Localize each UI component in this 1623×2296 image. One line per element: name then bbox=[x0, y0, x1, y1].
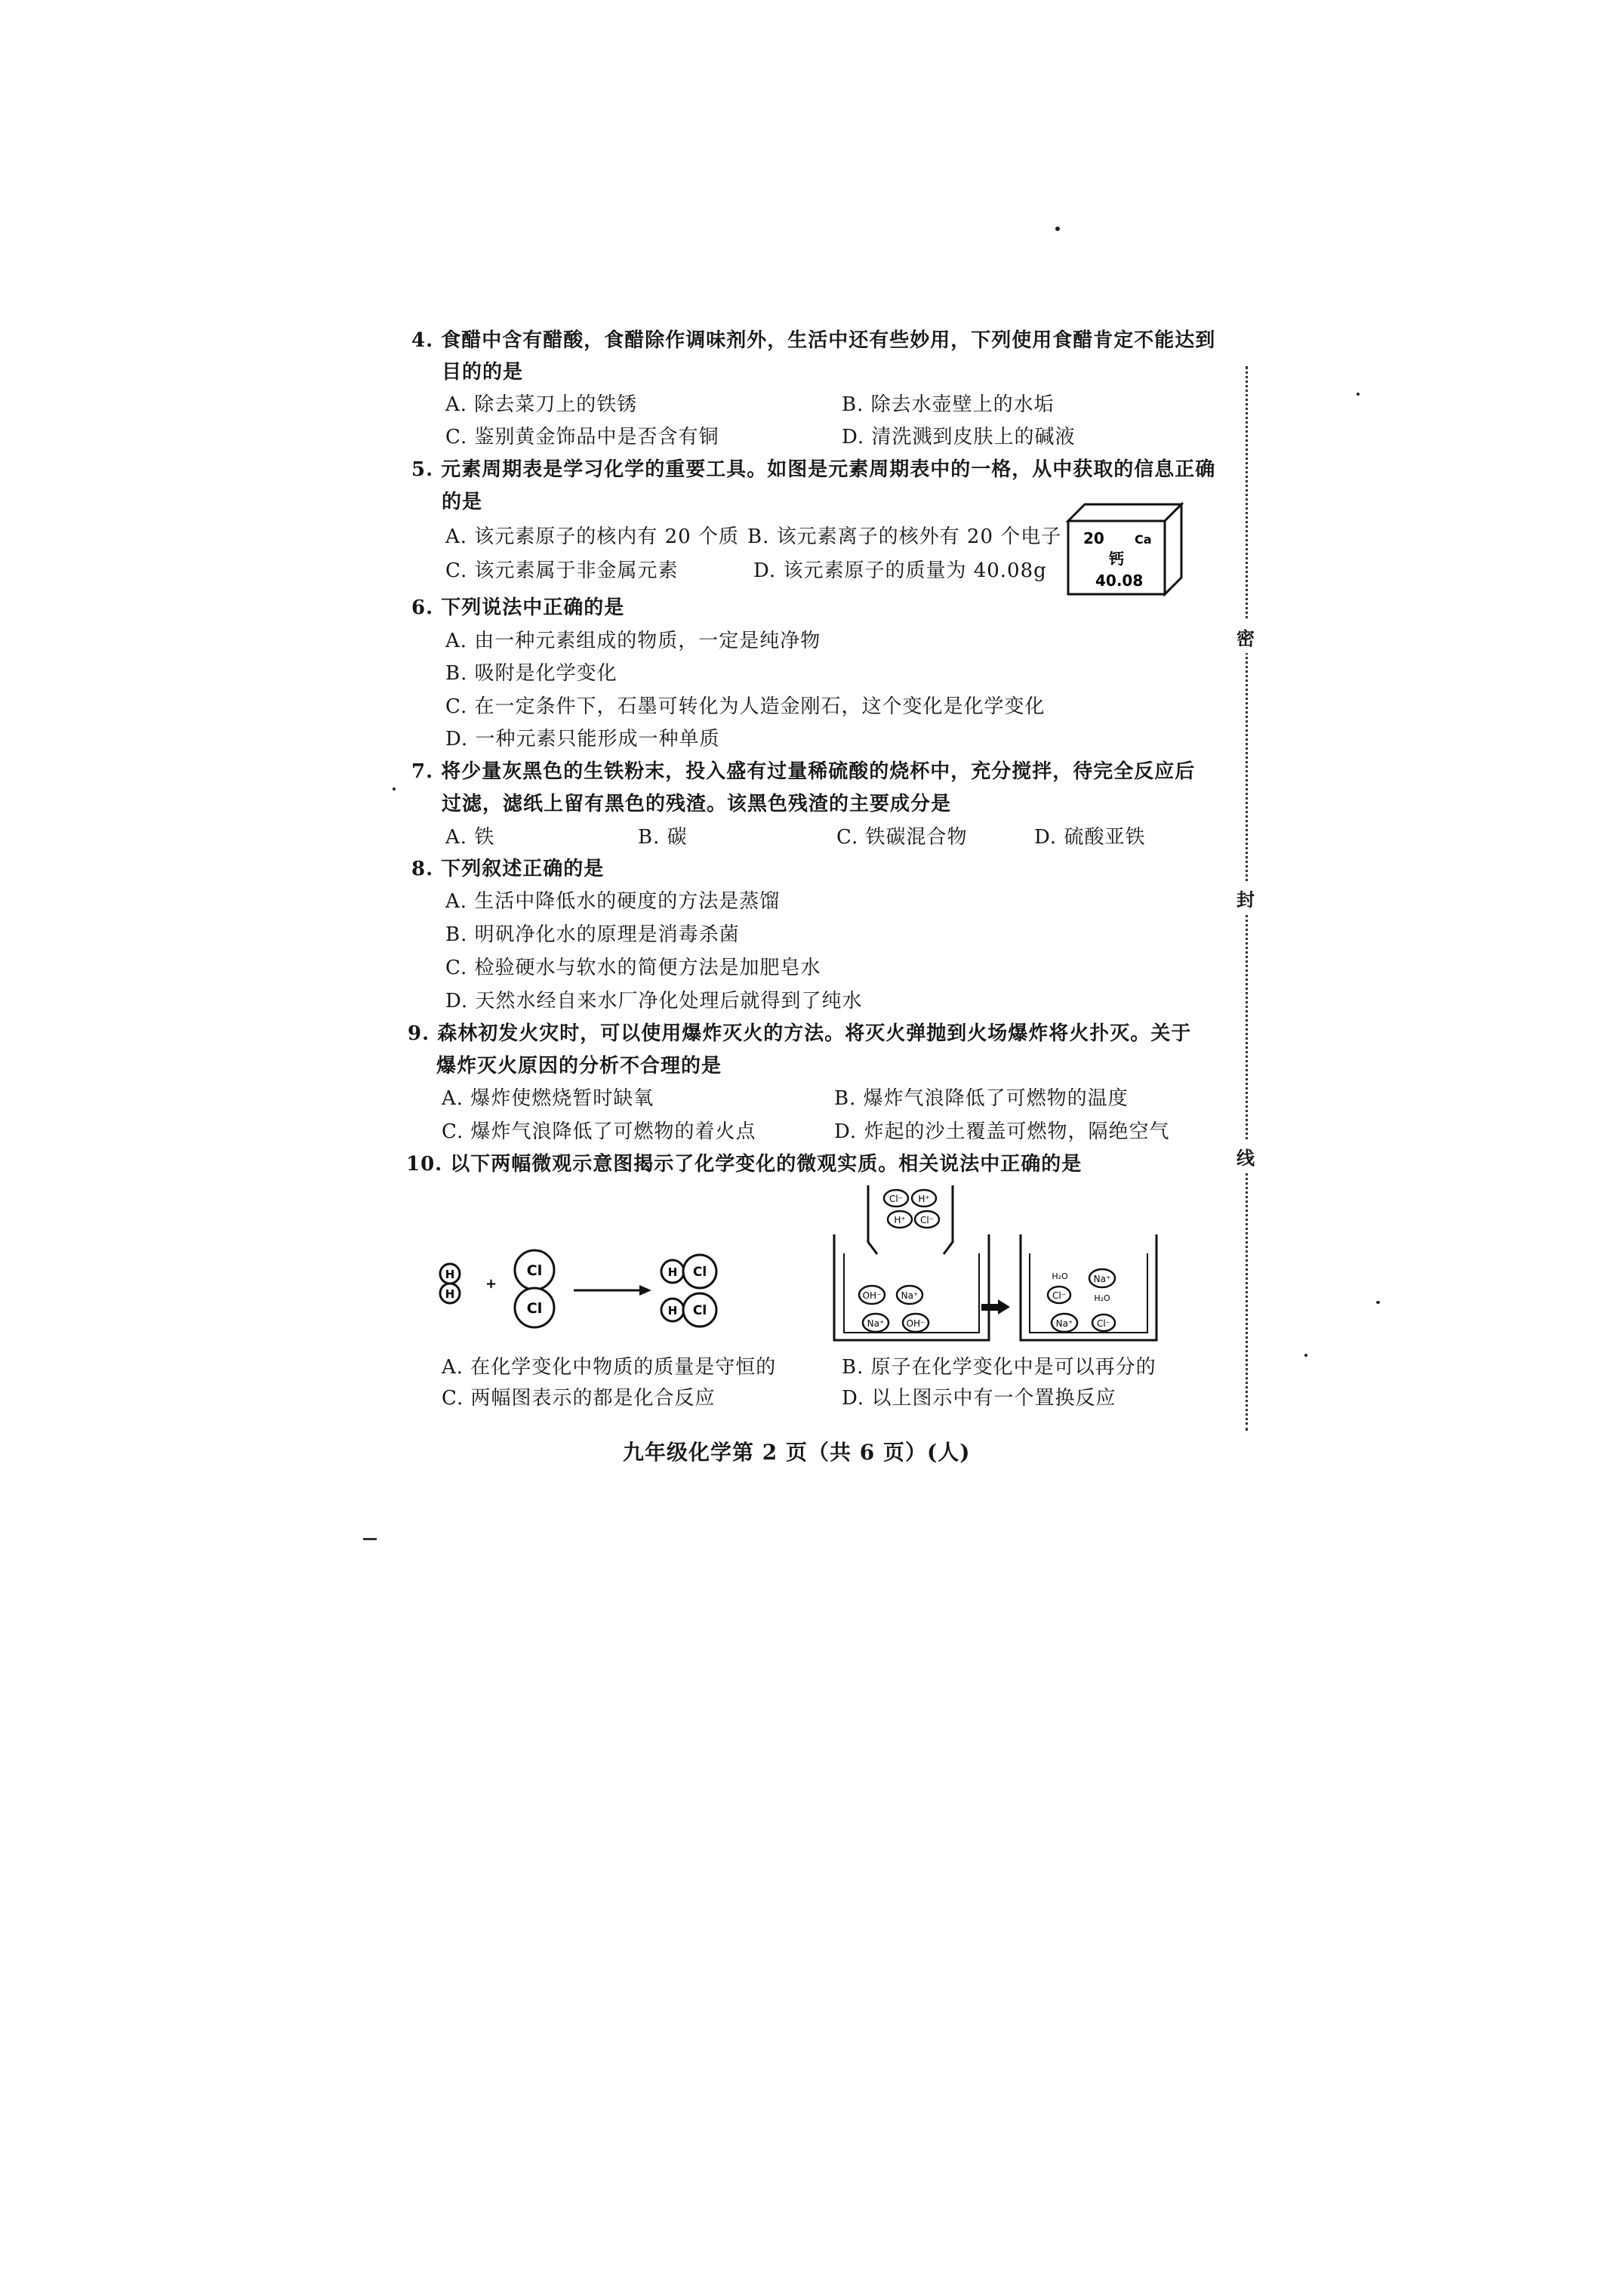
h-ion-label: H⁺ bbox=[894, 1215, 906, 1225]
na-ion-label: Na⁺ bbox=[867, 1318, 885, 1329]
diagram-neutralization bbox=[823, 1182, 1170, 1355]
scan-dash bbox=[363, 1538, 377, 1540]
cl-ion-label: Cl⁻ bbox=[919, 1215, 935, 1225]
q7-stem-line2: 过滤，滤纸上留有黑色的残渣。该黑色残渣的主要成分是 bbox=[442, 793, 952, 815]
q7-option-c: C. 铁碳混合物 bbox=[836, 826, 968, 849]
q8-option-a: A. 生活中降低水的硬度的方法是蒸馏 bbox=[445, 890, 781, 913]
na-ion-label: Na⁺ bbox=[901, 1290, 919, 1301]
q10-option-c: C. 两幅图表示的都是化合反应 bbox=[442, 1387, 716, 1410]
na-ion-label: Na⁺ bbox=[1055, 1318, 1073, 1329]
q5-option-c: C. 该元素属于非金属元素 bbox=[445, 559, 679, 582]
cl-atom-label: Cl bbox=[692, 1265, 707, 1280]
q5-stem-line1: 5. 元素周期表是学习化学的重要工具。如图是元素周期表中的一格，从中获取的信息正确 bbox=[411, 458, 1216, 481]
q8-stem: 8. 下列叙述正确的是 bbox=[411, 858, 605, 880]
na-ion-label: Na⁺ bbox=[1093, 1274, 1111, 1284]
q9-option-d: D. 炸起的沙土覆盖可燃物，隔绝空气 bbox=[834, 1120, 1170, 1143]
q9-option-b: B. 爆炸气浪降低了可燃物的温度 bbox=[834, 1087, 1129, 1110]
reaction-arrow bbox=[574, 1285, 651, 1296]
q8-option-d: D. 天然水经自来水厂净化处理后就得到了纯水 bbox=[445, 990, 863, 1012]
product-particles bbox=[1048, 1269, 1115, 1332]
q8-option-c: C. 检验硬水与软水的简便方法是加肥皂水 bbox=[445, 957, 821, 979]
scan-speck bbox=[1376, 1301, 1380, 1304]
q10-option-d: D. 以上图示中有一个置换反应 bbox=[842, 1387, 1116, 1410]
q6-option-a: A. 由一种元素组成的物质，一定是纯净物 bbox=[445, 630, 821, 652]
q4-option-b: B. 除去水壶壁上的水垢 bbox=[842, 393, 1055, 416]
pour-stream-right-edge bbox=[944, 1185, 953, 1254]
q10-option-a: A. 在化学变化中物质的质量是守恒的 bbox=[442, 1356, 777, 1379]
diagram-h2-cl2-reaction bbox=[427, 1238, 744, 1344]
q7-stem-line1: 7. 将少量灰黑色的生铁粉末，投入盛有过量稀硫酸的烧杯中，充分搅拌，待完全反应后 bbox=[411, 760, 1196, 783]
h-atom-label: H bbox=[667, 1265, 678, 1279]
hcl-molecule bbox=[661, 1255, 716, 1288]
h-atom-label: H bbox=[667, 1304, 678, 1318]
scan-speck bbox=[1357, 393, 1360, 396]
cl-ion-label: Cl⁻ bbox=[1096, 1318, 1111, 1329]
plus-sign: + bbox=[485, 1276, 497, 1292]
q8-option-b: B. 明矾净化水的原理是消毒杀菌 bbox=[445, 923, 740, 946]
q10-option-b: B. 原子在化学变化中是可以再分的 bbox=[842, 1356, 1156, 1379]
scan-speck bbox=[393, 787, 396, 791]
q4-option-d: D. 清洗溅到皮肤上的碱液 bbox=[842, 426, 1076, 448]
periodic-table-cell bbox=[1061, 498, 1189, 600]
h-atom-label: H bbox=[445, 1287, 455, 1301]
scan-speck bbox=[1055, 227, 1060, 231]
q7-option-d: D. 硫酸亚铁 bbox=[1034, 826, 1146, 849]
binding-mark-feng: 封 bbox=[1236, 882, 1255, 914]
q9-stem-line2: 爆炸灭火原因的分析不合理的是 bbox=[436, 1055, 722, 1077]
cell-side-face bbox=[1165, 504, 1181, 594]
q9-option-c: C. 爆炸气浪降低了可燃物的着火点 bbox=[442, 1120, 756, 1143]
pour-stream-left-edge bbox=[868, 1185, 877, 1254]
q6-option-c: C. 在一定条件下，石墨可转化为人造金刚石，这个变化是化学变化 bbox=[445, 695, 1046, 718]
cell-element-name: 钙 bbox=[1109, 550, 1124, 568]
q4-option-c: C. 鉴别黄金饰品中是否含有铜 bbox=[445, 426, 719, 448]
h-ion-label: H⁺ bbox=[918, 1194, 930, 1204]
q9-option-a: A. 爆炸使燃烧暂时缺氧 bbox=[442, 1087, 654, 1110]
cl-atom-label: Cl bbox=[692, 1303, 707, 1318]
oh-ion-label: OH⁻ bbox=[862, 1290, 882, 1301]
q7-option-b: B. 碳 bbox=[638, 826, 688, 849]
cl-ion-label: Cl⁻ bbox=[888, 1194, 904, 1204]
cl2-molecule bbox=[515, 1250, 554, 1327]
q5-stem-line2: 的是 bbox=[442, 491, 483, 513]
water-molecule-label: H₂O bbox=[1094, 1293, 1110, 1303]
q4-option-a: A. 除去菜刀上的铁锈 bbox=[445, 393, 638, 416]
base-ions bbox=[859, 1286, 929, 1332]
page-footer: 九年级化学第 2 页（共 6 页）(人) bbox=[623, 1440, 971, 1465]
q6-option-d: D. 一种元素只能形成一种单质 bbox=[445, 728, 720, 750]
q6-option-b: B. 吸附是化学变化 bbox=[445, 662, 617, 685]
water-molecule-label: H₂O bbox=[1052, 1271, 1068, 1281]
h-atom-label: H bbox=[445, 1268, 455, 1281]
cell-atomic-mass: 40.08 bbox=[1095, 572, 1144, 590]
hcl-molecule bbox=[661, 1293, 716, 1327]
cell-top-face bbox=[1068, 504, 1181, 521]
added-ions bbox=[884, 1190, 939, 1228]
q5-option-b: B. 该元素离子的核外有 20 个电子 bbox=[747, 525, 1062, 548]
q5-option-a: A. 该元素原子的核内有 20 个质 bbox=[445, 525, 739, 548]
beaker-right-outer bbox=[1021, 1234, 1156, 1340]
cell-atomic-number: 20 bbox=[1083, 529, 1104, 547]
q9-stem-line1: 9. 森林初发火灾时，可以使用爆炸灭火的方法。将灭火弹抛到火场爆炸将火扑灭。关于 bbox=[408, 1022, 1192, 1045]
binding-mark-xian: 线 bbox=[1236, 1140, 1255, 1173]
h2-molecule bbox=[440, 1264, 460, 1303]
cl-atom-label: Cl bbox=[526, 1262, 543, 1279]
q4-stem-line2: 目的的是 bbox=[442, 361, 524, 384]
cl-atom-label: Cl bbox=[526, 1300, 543, 1317]
binding-mark-mi: 密 bbox=[1236, 621, 1255, 653]
reaction-arrow bbox=[981, 1299, 1010, 1314]
q6-stem: 6. 下列说法中正确的是 bbox=[411, 596, 625, 619]
q7-option-a: A. 铁 bbox=[445, 826, 495, 849]
q5-option-d: D. 该元素原子的质量为 40.08g bbox=[753, 559, 1047, 582]
scan-speck bbox=[1304, 1354, 1307, 1357]
cl-ion-label: Cl⁻ bbox=[1052, 1290, 1067, 1301]
cell-element-symbol: Ca bbox=[1135, 532, 1152, 547]
q4-stem-line1: 4. 食醋中含有醋酸，食醋除作调味剂外，生活中还有些妙用，下列使用食醋肯定不能达到 bbox=[411, 329, 1216, 352]
q10-stem: 10. 以下两幅微观示意图揭示了化学变化的微观实质。相关说法中正确的是 bbox=[406, 1153, 1083, 1176]
oh-ion-label: OH⁻ bbox=[906, 1318, 925, 1329]
